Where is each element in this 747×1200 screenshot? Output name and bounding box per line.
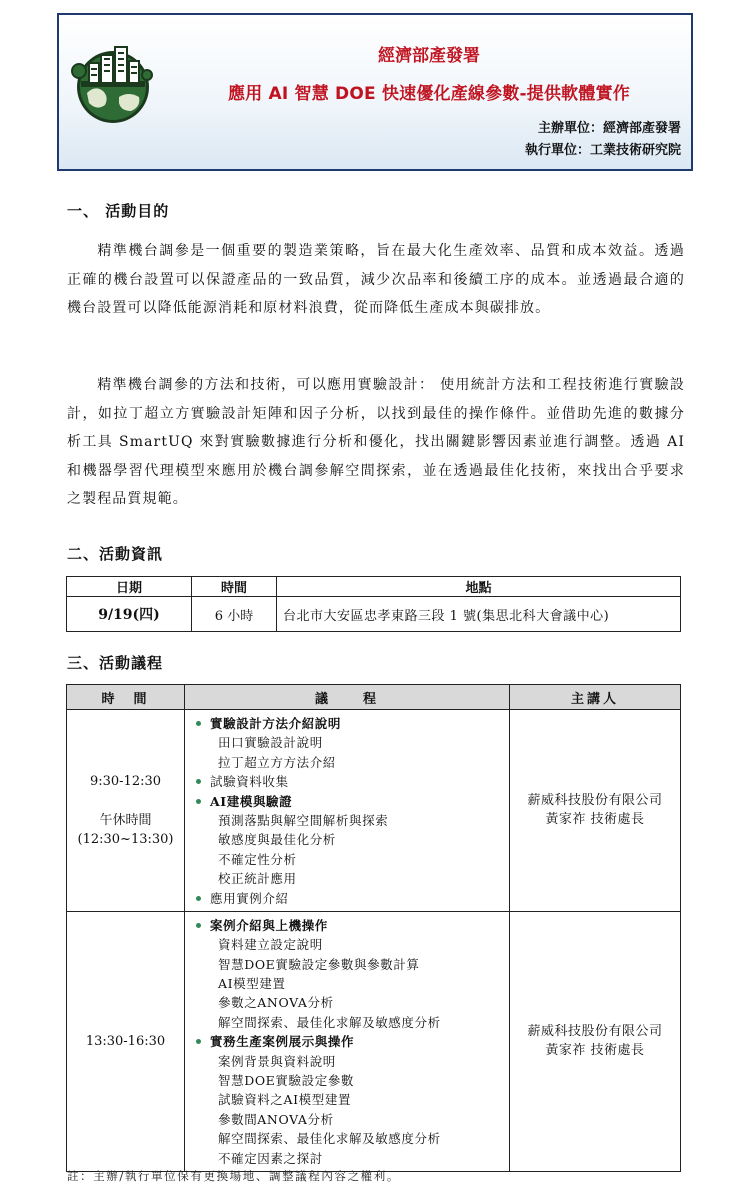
list-item: 實務生產案例展示與操作 [191,1032,509,1051]
list-item: 不確定因素之探討 [218,1150,323,1166]
afternoon-time: 13:30-16:30 [67,911,185,1171]
list-item: 應用實例介紹 [191,889,509,908]
agenda-table [66,684,681,1172]
list-item: AI模型建置 [218,976,286,992]
section-heading-purpose: 一、 活動目的 [67,202,170,220]
event-title: 應用 AI 智慧 DOE 快速優化產線參數-提供軟體實作 [228,84,630,104]
organizer-line: 主辦單位：經濟部產發署 [537,121,681,136]
speaker-name: 黃家祚 技術處長 [545,812,645,828]
agenda-row-afternoon [67,911,681,1171]
purpose-paragraph-2-text: 精準機台調參的方法和技術，可以應用實驗設計： 使用統計方法和工程技術進行實驗設計，如拉丁超立方實驗設計矩陣和因子分析，以找到最佳的操作條件。並借助先進的數據分析工具 SmartUQ 來對實驗數據進行分析和優化，找出關鍵影響因素並進行調整。透過 AI 和機器學習代理模型來應用於機台調參解空間探索，並在透過最佳化技術，來找出合乎要求之製程品質規範。 [67,377,685,507]
list-item: 參數間ANOVA分析 [218,1111,334,1127]
event-info-table [66,576,681,632]
list-item: 試驗資料之AI模型建置 [218,1092,352,1108]
speaker-company: 薪威科技股份有限公司 [527,1024,663,1040]
list-item: 智慧DOE實驗設定參數與參數計算 [218,956,420,972]
list-item: 參數之ANOVA分析 [218,995,334,1011]
list-item: 試驗資料收集 [191,772,509,791]
footnote: 註：主辦/執行單位保有更換場地、調整議程內容之權利。 [67,1169,400,1183]
agenda-col-speaker: 主講人 [510,685,681,710]
agenda-col-time: 時 間 [67,685,185,710]
event-duration: 6 小時 [192,597,277,632]
purpose-paragraph-1-text: 精準機台調參是一個重要的製造業策略，旨在最大化生產效率、品質和成本效益。透過正確的機台設置可以保證產品的一致品質，減少次品率和後續工序的成本。並透過最合適的機台設置可以降低能源消耗和原材料浪費，從而降低生產成本與碳排放。 [67,243,685,316]
executor-line: 執行單位：工業技術研究院 [524,143,681,158]
speaker-company: 薪威科技股份有限公司 [527,793,663,809]
list-item: 校正統計應用 [218,871,297,887]
org-title: 經濟部產發署 [378,46,480,66]
event-place: 台北市大安區忠孝東路三段 1 號(集思北科大會議中心) [277,597,681,632]
afternoon-speaker [510,911,681,1171]
list-item: 案例背景與資料說明 [218,1053,336,1069]
section-heading-agenda: 三、活動議程 [67,654,164,672]
agenda-row-morning [67,710,681,912]
lunch-break-time: (12:30~13:30) [77,831,174,847]
list-item: AI建模與驗證 [191,792,509,811]
col-date: 日期 [67,577,192,597]
afternoon-program [185,911,510,1171]
list-item: 實驗設計方法介紹說明 [191,714,509,733]
list-item: 案例介紹與上機操作 [191,916,509,935]
list-item: 預測落點與解空間解析與探索 [218,812,389,828]
list-item: 解空間探索、最佳化求解及敏感度分析 [218,1014,441,1030]
list-item: 拉丁超立方方法介紹 [218,754,336,770]
event-date: 9/19(四) [67,597,192,632]
section-heading-info: 二、活動資訊 [67,545,164,563]
morning-time: 9:30-12:30 [89,773,162,789]
agenda-col-program: 議 程 [185,685,510,710]
morning-time-cell [67,710,185,912]
morning-program [185,710,510,912]
list-item: 解空間探索、最佳化求解及敏感度分析 [218,1131,441,1147]
header-banner [57,13,693,171]
speaker-name: 黃家祚 技術處長 [545,1043,645,1059]
list-item: 田口實驗設計說明 [218,735,323,751]
list-item: 智慧DOE實驗設定參數 [218,1073,354,1089]
col-time: 時間 [192,577,277,597]
list-item: 資料建立設定說明 [218,937,323,953]
list-item: 不確定性分析 [218,851,297,867]
list-item: 敏感度與最佳化分析 [218,832,336,848]
green-city-globe-icon [69,41,157,127]
purpose-paragraph-2 [67,371,685,514]
col-place: 地點 [277,577,681,597]
purpose-paragraph-1 [67,237,685,323]
lunch-break-label: 午休時間 [99,812,152,828]
morning-speaker [510,710,681,912]
